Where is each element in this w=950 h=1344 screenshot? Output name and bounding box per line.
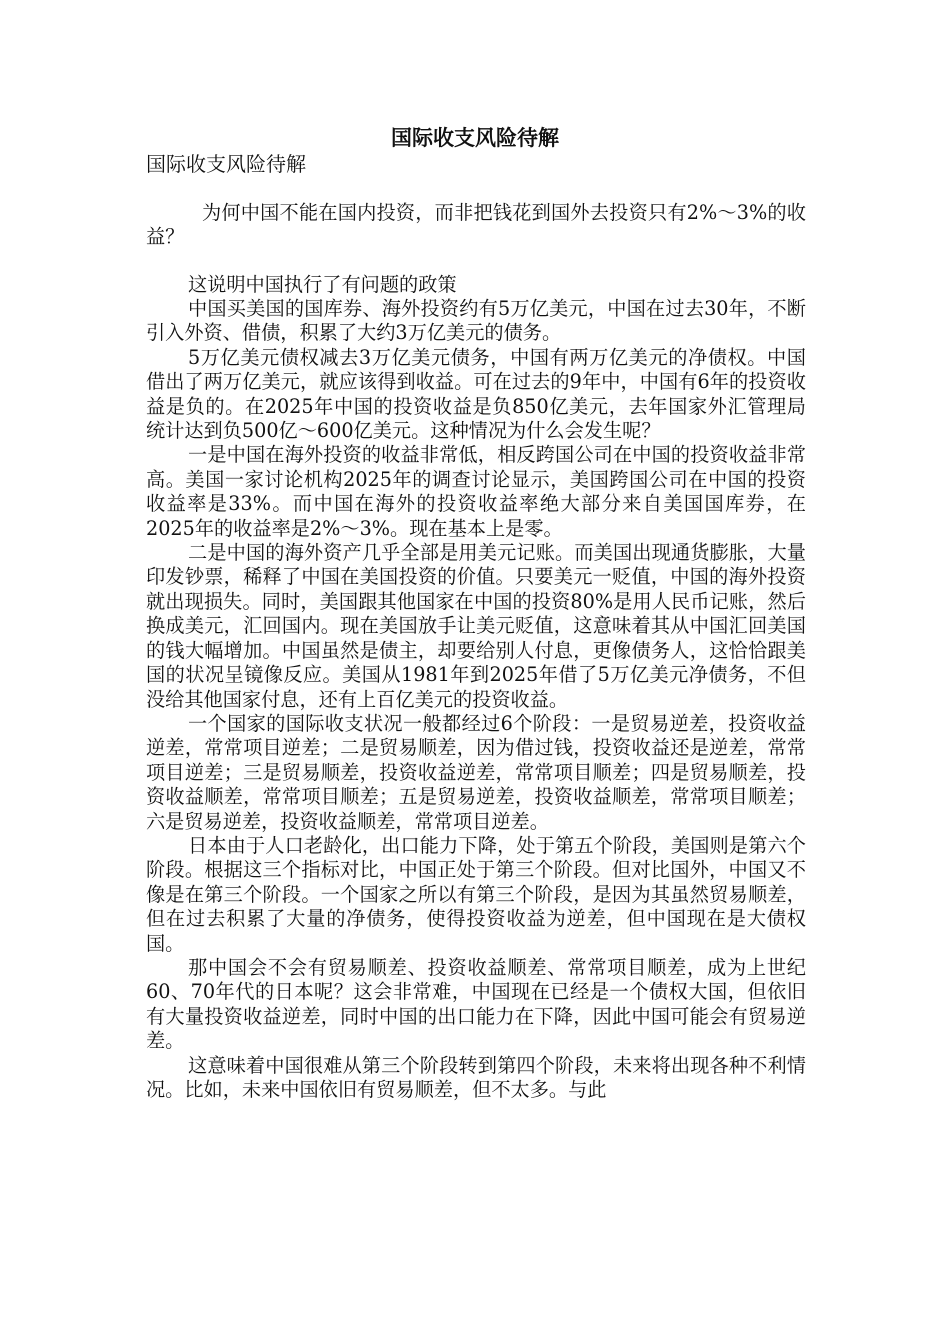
body-paragraph: 这意味着中国很难从第三个阶段转到第四个阶段，未来将出现各种不利情况。比如，未来中国依旧有贸易顺差，但不太多。与此 [146, 1053, 806, 1101]
question-paragraph: 为何中国不能在国内投资，而非把钱花到国外去投资只有2%～3%的收益？ [146, 201, 806, 249]
body-paragraph: 5万亿美元债权减去3万亿美元债务，中国有两万亿美元的净债权。中国借出了两万亿美元，就应该得到收益。可在过去的9年中，中国有6年的投资收益是负的。在2025年中国的投资收益是负850亿美元，去年国家外汇管理局统计达到负500亿～600亿美元。这种情况为什么会发生呢？ [146, 345, 806, 443]
body-paragraph: 二是中国的海外资产几乎全部是用美元记账。而美国出现通货膨胀，大量印发钞票，稀释了中国在美国投资的价值。只要美元一贬值，中国的海外投资就出现损失。同时，美国跟其他国家在中国的投资80%是用人民币记账，然后换成美元，汇回国内。现在美国放手让美元贬值，这意味着其从中国汇回美国的钱大幅增加。中国虽然是债主，却要给别人付息，更像债务人，这恰恰跟美国的状况呈镜像反应。美国从1981年到2025年借了5万亿美元净债务，不但没给其他国家付息，还有上百亿美元的投资收益。 [146, 541, 806, 711]
body-paragraph: 一个国家的国际收支状况一般都经过6个阶段：一是贸易逆差，投资收益逆差，常常项目逆差；二是贸易顺差，因为借过钱，投资收益还是逆差，常常项目逆差；三是贸易顺差，投资收益逆差，常常项目顺差；四是贸易顺差，投资收益顺差，常常项目顺差；五是贸易逆差，投资收益顺差，常常项目顺差；六是贸易逆差，投资收益顺差，常常项目逆差。 [146, 711, 806, 833]
document-title: 国际收支风险待解 [391, 125, 559, 150]
document-subtitle: 国际收支风险待解 [146, 152, 306, 176]
body-paragraph: 日本由于人口老龄化，出口能力下降，处于第五个阶段，美国则是第六个阶段。根据这三个指标对比，中国正处于第三个阶段。但对比国外，中国又不像是在第三个阶段。一个国家之所以有第三个阶段，是因为其虽然贸易顺差，但在过去积累了大量的净债务，使得投资收益为逆差，但中国现在是大债权国。 [146, 833, 806, 955]
body-paragraph: 那中国会不会有贸易顺差、投资收益顺差、常常项目顺差，成为上世纪60、70年代的日本呢？这会非常难，中国现在已经是一个债权大国，但依旧有大量投资收益逆差，同时中国的出口能力在下降，因此中国可能会有贸易逆差。 [146, 955, 806, 1053]
section-heading: 这说明中国执行了有问题的政策 [188, 273, 457, 296]
body-paragraph: 一是中国在海外投资的收益非常低，相反跨国公司在中国的投资收益非常高。美国一家讨论机构2025年的调查讨论显示，美国跨国公司在中国的投资收益率是33%。而中国在海外的投资收益率绝大部分来自美国国库券，在2025年的收益率是2%～3%。现在基本上是零。 [146, 443, 806, 540]
body-paragraph: 中国买美国的国库券、海外投资约有5万亿美元，中国在过去30年，不断引入外资、借债，积累了大约3万亿美元的债务。 [146, 297, 806, 345]
article-body [146, 297, 806, 1102]
